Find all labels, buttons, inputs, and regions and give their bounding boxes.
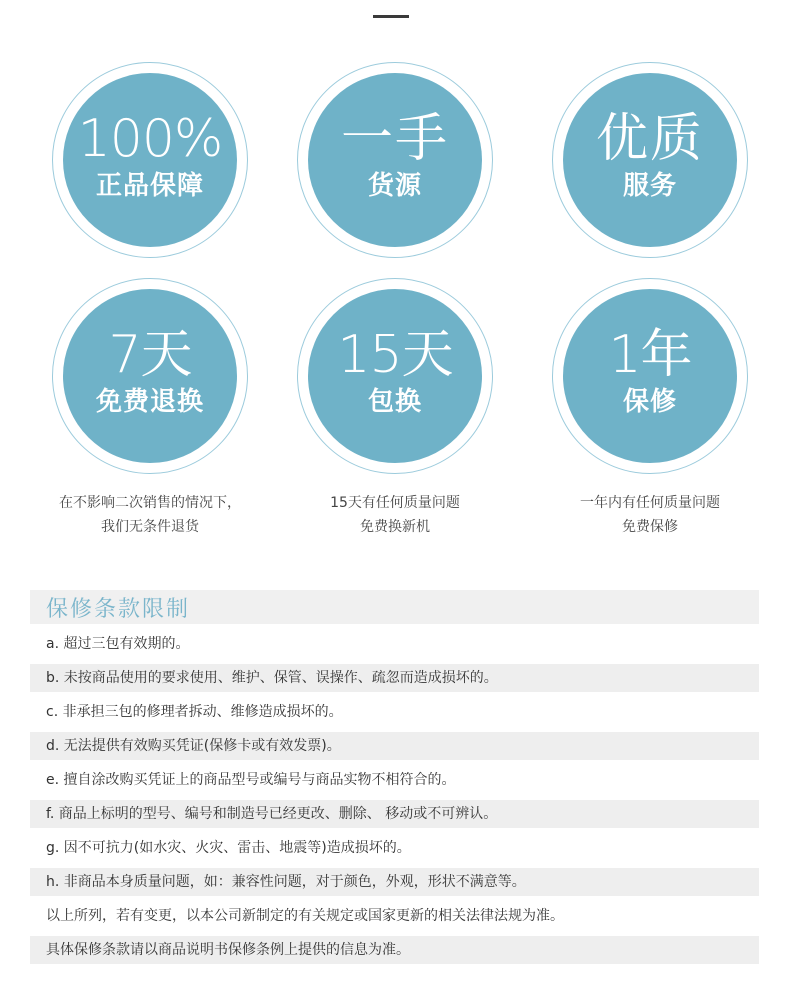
term-item: a. 超过三包有效期的。 [46, 636, 190, 652]
warranty-terms-list [30, 630, 759, 970]
badge-big-text: 1年 [608, 325, 692, 385]
warranty-terms-header [30, 590, 759, 624]
badge-genuine [52, 62, 248, 258]
badge-quality-service [552, 62, 748, 258]
badge-small-text: 服务 [622, 171, 677, 201]
badge-big-text: 优质 [595, 109, 704, 169]
badge-big-text: 7天 [108, 325, 192, 385]
section-title: 保修条款限制 [46, 597, 191, 622]
term-item: e. 擅自涂改购买凭证上的商品型号或编号与商品实物不相符合的。 [46, 772, 456, 788]
badge-small-text: 免费退换 [95, 387, 204, 417]
badge-small-text: 货源 [367, 171, 422, 201]
badge-15day-exchange [297, 278, 493, 474]
badge-small-text: 包换 [367, 387, 422, 417]
badge-circle [563, 289, 737, 463]
badge-firsthand [297, 62, 493, 258]
caption-exchange-policy [270, 491, 520, 539]
badge-circle [63, 289, 237, 463]
badge-big-text: 一手 [340, 109, 449, 169]
badge-small-text: 保修 [622, 387, 677, 417]
badge-circle [63, 73, 237, 247]
badge-small-text: 正品保障 [95, 171, 204, 201]
term-item: f. 商品上标明的型号、编号和制造号已经更改、删除、 移动或不可辨认。 [30, 800, 759, 828]
term-item: g. 因不可抗力(如水灾、火灾、雷击、地震等)造成损坏的。 [46, 840, 411, 856]
top-divider [373, 15, 409, 18]
badge-circle [563, 73, 737, 247]
caption-line: 一年内有任何质量问题 [580, 495, 720, 511]
term-item: b. 未按商品使用的要求使用、维护、保管、误操作、疏忽而造成损坏的。 [30, 664, 759, 692]
caption-warranty-policy [525, 491, 775, 539]
badge-circle [308, 289, 482, 463]
caption-line: 我们无条件退货 [101, 519, 199, 535]
caption-line: 免费换新机 [360, 519, 430, 535]
badge-circle [308, 73, 482, 247]
term-item: d. 无法提供有效购买凭证(保修卡或有效发票)。 [30, 732, 759, 760]
badge-7day-return [52, 278, 248, 474]
term-item: c. 非承担三包的修理者拆动、维修造成损坏的。 [46, 704, 343, 720]
term-item: 以上所列，若有变更，以本公司新制定的有关规定或国家更新的相关法律法规为准。 [46, 908, 564, 924]
caption-return-policy [25, 491, 275, 539]
term-item: h. 非商品本身质量问题，如：兼容性问题，对于颜色，外观，形状不满意等。 [30, 868, 759, 896]
badge-big-text: 15天 [337, 325, 453, 385]
term-item: 具体保修条款请以商品说明书保修条例上提供的信息为准。 [30, 936, 759, 964]
badge-1year-warranty [552, 278, 748, 474]
caption-line: 在不影响二次销售的情况下， [59, 495, 241, 511]
caption-line: 15天有任何质量问题 [330, 495, 460, 511]
caption-line: 免费保修 [622, 519, 678, 535]
badge-big-text: 100% [77, 109, 223, 169]
